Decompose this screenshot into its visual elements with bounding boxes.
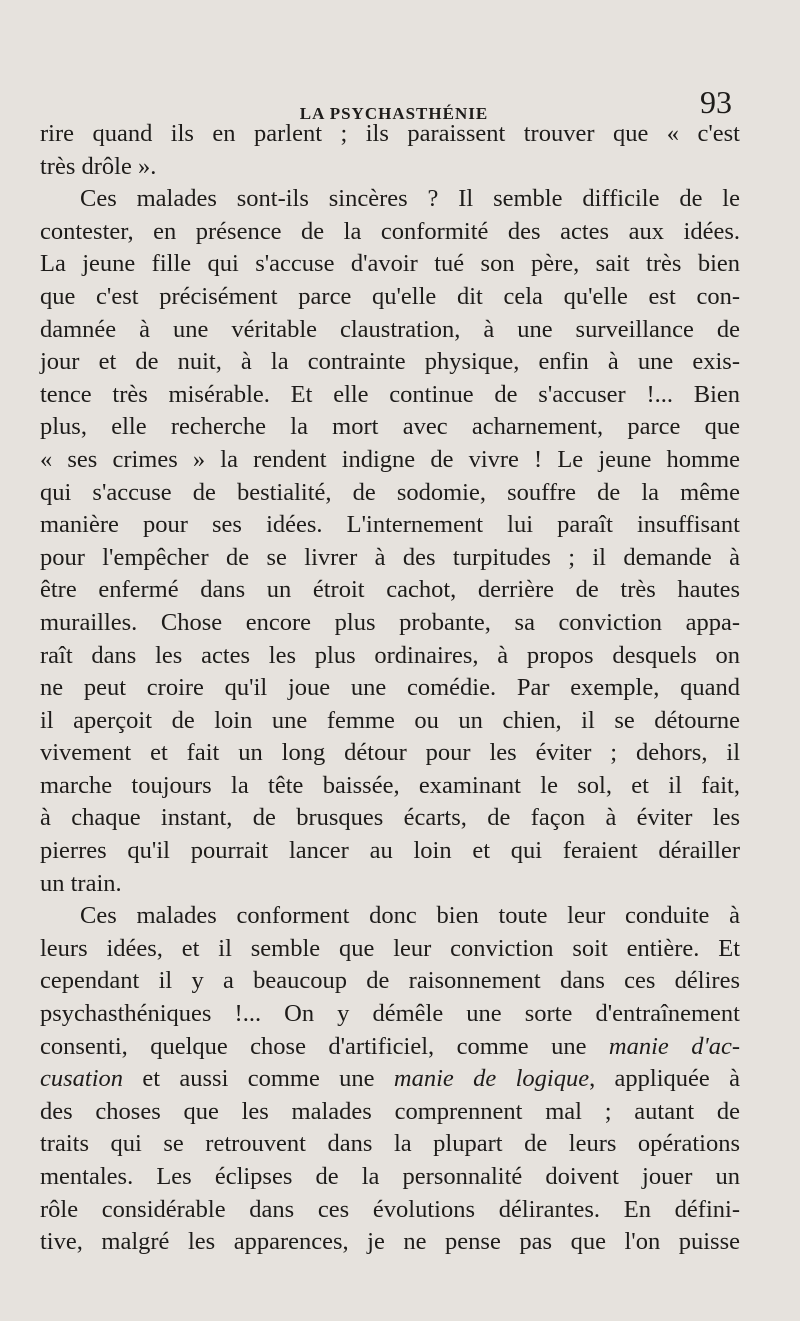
text-line: psychasthéniques !... On y démêle une sorte d'entraînement (40, 1000, 740, 1028)
text-line: il aperçoit de loin une femme ou un chien, il se détourne (40, 706, 740, 734)
text-line: Ces malades conforment donc bien toute leur conduite à (80, 902, 740, 930)
text-line-with-italic (40, 1063, 740, 1096)
text-line: des choses que les malades comprennent mal ; autant de (40, 1097, 740, 1125)
text-line: rire quand ils en parlent ; ils paraissent trouver que « c'est (40, 120, 740, 147)
text-line: damnée à une véritable claustration, à une surveillance de (40, 315, 740, 343)
text-line: raît dans les actes les plus ordinaires, à propos desquels on (40, 641, 740, 669)
text-line: un train. (40, 869, 122, 897)
text-line: tence très misérable. Et elle continue de s'accuser !... Bien (40, 380, 740, 408)
text-line: tive, malgré les apparences, je ne pense pas que l'on puisse (40, 1228, 740, 1256)
italic-phrase: cusation (40, 1065, 124, 1093)
text-line: être enfermé dans un étroit cachot, derrière de très hautes (40, 576, 740, 604)
running-title: LA PSYCHASTHÉNIE (299, 104, 489, 123)
text-line: vivement et fait un long détour pour les éviter ; dehors, il (40, 739, 740, 767)
text-line: que c'est précisément parce qu'elle dit cela qu'elle est con- (40, 282, 740, 310)
text-line: plus, elle recherche la mort avec acharnement, parce que (40, 413, 740, 441)
italic-phrase: manie d'ac- (608, 1032, 740, 1060)
text-line: qui s'accuse de bestialité, de sodomie, souffre de la même (40, 478, 740, 506)
text-line: ne peut croire qu'il joue une comédie. Par exemple, quand (40, 674, 740, 702)
text-line: rôle considérable dans ces évolutions délirantes. En défini- (40, 1195, 740, 1223)
text-line: La jeune fille qui s'accuse d'avoir tué son père, sait très bien (40, 250, 740, 278)
text-line: jour et de nuit, à la contrainte physique, enfin à une exis- (40, 348, 740, 376)
text-line: pierres qu'il pourrait lancer au loin et qui feraient dérailler (40, 837, 740, 865)
text-line: « ses crimes » la rendent indigne de vivre ! Le jeune homme (40, 445, 740, 473)
text-line: Ces malades sont-ils sincères ? Il semble difficile de le (80, 185, 740, 213)
text-segment: , appliquée à (589, 1065, 740, 1093)
text-line: contester, en présence de la conformité des actes aux idées. (40, 217, 740, 245)
text-line-with-italic (40, 1031, 740, 1064)
page-number: 93 (700, 84, 732, 120)
text-line: mentales. Les éclipses de la personnalité doivent jouer un (40, 1163, 740, 1190)
text-line: leurs idées, et il semble que leur conviction soit entière. Et (40, 934, 740, 962)
text-line: cependant il y a beaucoup de raisonnement dans ces délires (40, 967, 740, 995)
text-line: très drôle ». (40, 152, 157, 180)
running-header (0, 68, 800, 123)
italic-phrase: manie de logique (393, 1065, 590, 1093)
body-text (40, 118, 740, 1259)
text-line: marche toujours la tête baissée, examinant le sol, et il fait, (40, 771, 740, 799)
text-segment: consenti, quelque chose d'artificiel, comme une (40, 1032, 609, 1060)
text-line: murailles. Chose encore plus probante, sa conviction appa- (40, 608, 740, 636)
text-line: manière pour ses idées. L'internement lui paraît insuffisant (40, 511, 740, 539)
text-line: à chaque instant, de brusques écarts, de façon à éviter les (40, 804, 740, 832)
text-segment: et aussi comme une (123, 1065, 394, 1093)
text-line: traits qui se retrouvent dans la plupart de leurs opérations (40, 1130, 740, 1158)
text-line: pour l'empêcher de se livrer à des turpitudes ; il demande à (40, 543, 740, 571)
